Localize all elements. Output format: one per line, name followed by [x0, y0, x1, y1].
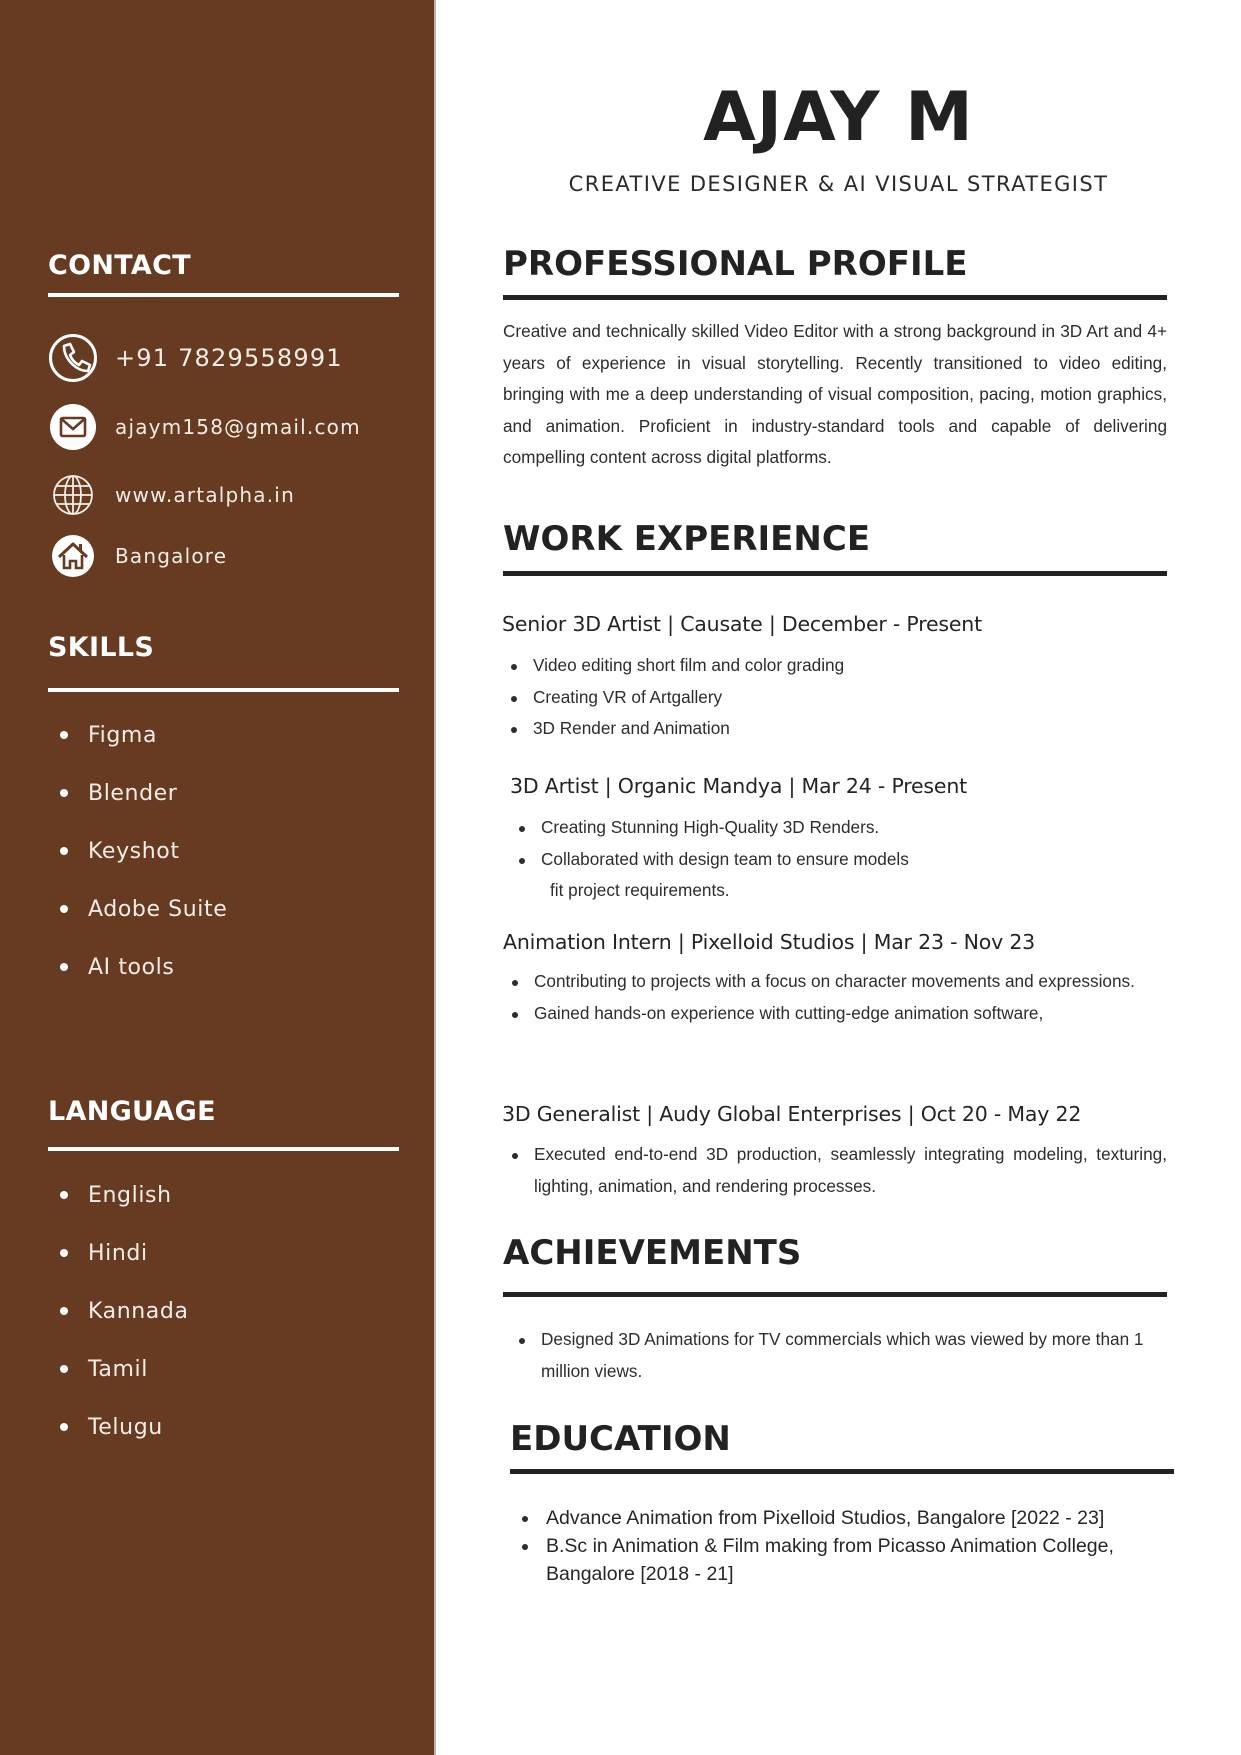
profile-heading: PROFESSIONAL PROFILE: [503, 244, 968, 284]
job-bullet: 3D Render and Animation: [503, 713, 1167, 745]
job-bullet-continuation: fit project requirements.: [550, 880, 730, 900]
language-heading: LANGUAGE: [48, 1096, 216, 1127]
bullet-icon: [60, 905, 68, 913]
bullet-icon: [522, 1544, 528, 1550]
bullet-icon: [511, 664, 517, 670]
candidate-title: CREATIVE DESIGNER & AI VISUAL STRATEGIST: [568, 172, 1109, 196]
bullet-icon: [519, 826, 525, 832]
bullet-icon: [512, 980, 518, 986]
bullet-icon: [60, 1307, 68, 1315]
bullet-icon: [60, 1423, 68, 1431]
contact-heading: CONTACT: [48, 250, 191, 281]
language-item: English: [60, 1166, 189, 1224]
home-icon: [48, 531, 98, 581]
language-item: Tamil: [60, 1340, 189, 1398]
job-title: 3D Generalist | Audy Global Enterprises | Oct 20 - May 22: [502, 1102, 1082, 1126]
bullet-icon: [511, 696, 517, 702]
bullet-icon: [60, 1191, 68, 1199]
experience-heading: WORK EXPERIENCE: [503, 519, 871, 559]
skill-item: AI tools: [60, 938, 227, 996]
contact-location: [48, 531, 227, 581]
job-title: 3D Artist | Organic Mandya | Mar 24 - Present: [510, 774, 967, 798]
achievements-heading: ACHIEVEMENTS: [503, 1233, 802, 1273]
achievements-list: [511, 1324, 1175, 1387]
location-text: Bangalore: [115, 544, 228, 568]
sidebar: [0, 0, 436, 1755]
job-bullet: Creating VR of Artgallery: [503, 682, 1167, 714]
bullet-icon: [60, 847, 68, 855]
achievement-item: Designed 3D Animations for TV commercials which was viewed by more than 1 million views.: [511, 1324, 1175, 1387]
skills-list: [60, 706, 227, 996]
job-title: Senior 3D Artist | Causate | December - Present: [502, 612, 982, 636]
bullet-icon: [519, 858, 525, 864]
phone-text[interactable]: +91 7829558991: [115, 344, 343, 372]
language-divider: [48, 1147, 399, 1151]
bullet-icon: [60, 789, 68, 797]
bullet-icon: [60, 963, 68, 971]
education-divider: [510, 1469, 1174, 1474]
contact-phone: [48, 333, 343, 383]
education-heading: EDUCATION: [510, 1419, 731, 1459]
experience-divider: [503, 571, 1167, 576]
contact-website: [48, 470, 295, 520]
education-list: [512, 1504, 1184, 1588]
job-bullets: [504, 1139, 1167, 1202]
achievements-divider: [503, 1292, 1167, 1297]
job-bullets: [503, 650, 1167, 745]
language-list: [60, 1166, 189, 1456]
bullet-icon: [519, 1338, 525, 1344]
job-bullet: Executed end-to-end 3D production, seamlessly integrating modeling, texturing, lighting, animation, and rendering processes.: [504, 1139, 1167, 1202]
job-bullet: Gained hands-on experience with cutting-edge animation software,: [504, 998, 1167, 1030]
job-bullets: [511, 812, 1167, 907]
globe-icon: [48, 470, 98, 520]
contact-divider: [48, 293, 399, 297]
profile-divider: [503, 295, 1167, 300]
bullet-icon: [522, 1516, 528, 1522]
email-text[interactable]: ajaym158@gmail.com: [115, 415, 361, 439]
job-title: Animation Intern | Pixelloid Studios | Mar 23 - Nov 23: [503, 930, 1036, 954]
skill-item: Keyshot: [60, 822, 227, 880]
language-item: Hindi: [60, 1224, 189, 1282]
mail-icon: [48, 402, 98, 452]
website-text[interactable]: www.artalpha.in: [115, 483, 295, 507]
bullet-icon: [60, 1249, 68, 1257]
skill-item: Figma: [60, 706, 227, 764]
job-bullet: Contributing to projects with a focus on character movements and expressions.: [504, 966, 1167, 998]
bullet-icon: [511, 727, 517, 733]
profile-text: Creative and technically skilled Video Editor with a strong background in 3D Art and 4+ years of experience in visual storytelling. Recently transitioned to video editing, bringing with me a deep understanding of visual composition, pacing, motion graphics, and animation. Proficient in industry-standard tools and capable of delivering compelling content across digital platforms.: [503, 321, 1167, 467]
education-item: Advance Animation from Pixelloid Studios, Bangalore [2022 - 23]: [512, 1504, 1184, 1532]
skill-item: Adobe Suite: [60, 880, 227, 938]
education-item: B.Sc in Animation & Film making from Picasso Animation College, Bangalore [2018 - 21]: [512, 1532, 1184, 1588]
skills-heading: SKILLS: [48, 632, 155, 663]
job-bullet: Collaborated with design team to ensure models: [511, 844, 1167, 876]
job-bullets: [504, 966, 1167, 1029]
job-bullet: Video editing short film and color grading: [503, 650, 1167, 682]
bullet-icon: [512, 1012, 518, 1018]
job-bullet: Creating Stunning High-Quality 3D Renders.: [511, 812, 1167, 844]
skills-divider: [48, 688, 399, 692]
language-item: Kannada: [60, 1282, 189, 1340]
candidate-name: AJAY M: [703, 78, 974, 157]
bullet-icon: [60, 1365, 68, 1373]
phone-icon: [48, 333, 98, 383]
bullet-icon: [512, 1153, 518, 1159]
language-item: Telugu: [60, 1398, 189, 1456]
contact-email: [48, 402, 361, 452]
skill-item: Blender: [60, 764, 227, 822]
bullet-icon: [60, 731, 68, 739]
